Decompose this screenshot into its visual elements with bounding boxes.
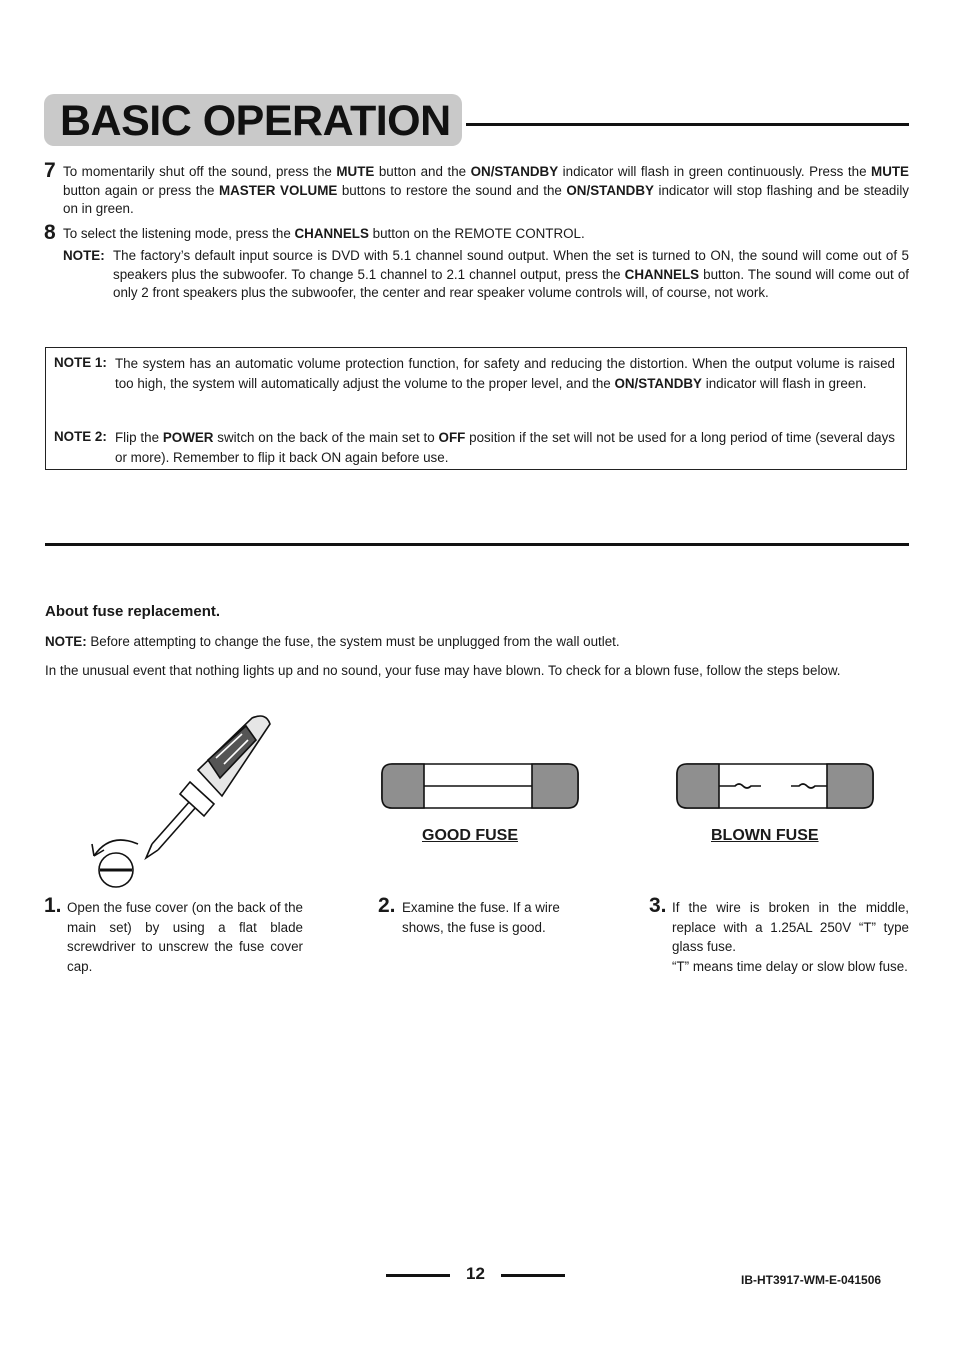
note-2-label: NOTE 2: <box>54 429 107 444</box>
fuse-step-3-line-2: “T” means time delay or slow blow fuse. <box>672 958 908 974</box>
fuse-heading: About fuse replacement. <box>45 603 221 620</box>
step-7-text: To momentarily shut off the sound, press the MUTE button and the ON/STANDBY indicator will flash in green continuously. Press the MUTE button again or press the MASTER VOLUME buttons to restore the sound and the ON/STANDBY indicator will stop flashing and be steadily on in green. <box>63 164 909 216</box>
step-7-number: 7 <box>44 159 56 182</box>
doc-code: IB-HT3917-WM-E-041506 <box>741 1273 882 1287</box>
footer-rule-right <box>501 1274 565 1277</box>
fuse-note: NOTE: Before attempting to change the fuse, the system must be unplugged from the wall outlet. <box>45 634 620 649</box>
note-1-label: NOTE 1: <box>54 355 107 370</box>
step-8-note-label: NOTE: <box>63 248 105 263</box>
fuse-step-3-number: 3. <box>649 894 667 917</box>
step-8-text: To select the listening mode, press the CHANNELS button on the REMOTE CONTROL. <box>63 226 585 241</box>
fuse-step-1-text: Open the fuse cover (on the back of the main set) by using a flat blade screwdriver to unscrew the fuse cover cap. <box>67 900 303 974</box>
fuse-step-1-number: 1. <box>44 894 62 917</box>
page-number: 12 <box>466 1264 485 1283</box>
fuse-step-2-text: Examine the fuse. If a wire shows, the fuse is good. <box>402 900 560 935</box>
good-fuse-icon <box>378 760 582 812</box>
step-8-note-text: The factory’s default input source is DVD with 5.1 channel sound output. When the set is turned to ON, the sound will come out of 5 speakers plus the subwoofer. To change 5.1 channel to 2.1 channel output, press the CHANNELS button. The sound will come out of only 2 front speakers plus the subwoofer, the center and rear speaker volume controls will, of course, not work. <box>113 248 909 300</box>
section-divider <box>45 543 909 546</box>
good-fuse-label: GOOD FUSE <box>422 827 519 844</box>
title-rule <box>466 123 909 126</box>
note-1-text: The system has an automatic volume protection function, for safety and reducing the distortion. When the output volume is raised too high, the system will automatically adjust the volume to the proper level, and the ON/STANDBY indicator will flash in green. <box>115 356 895 391</box>
fuse-step-3-text <box>672 898 909 976</box>
step-8-number: 8 <box>44 221 56 244</box>
note-2-text: Flip the POWER switch on the back of the main set to OFF position if the set will not be used for a long period of time (several days or more). Remember to flip it back ON again before use. <box>115 430 895 465</box>
fuse-intro: In the unusual event that nothing lights up and no sound, your fuse may have blown. To check for a blown fuse, follow the steps below. <box>45 663 841 678</box>
screwdriver-icon <box>80 712 280 892</box>
blown-fuse-icon <box>673 760 877 812</box>
fuse-step-2-number: 2. <box>378 894 396 917</box>
page-title: BASIC OPERATION <box>60 97 451 145</box>
blown-fuse-label: BLOWN FUSE <box>711 827 819 844</box>
footer-rule-left <box>386 1274 450 1277</box>
fuse-step-3-line-1: If the wire is broken in the middle, replace with a 1.25AL 250V “T” type glass fuse. <box>672 900 909 954</box>
